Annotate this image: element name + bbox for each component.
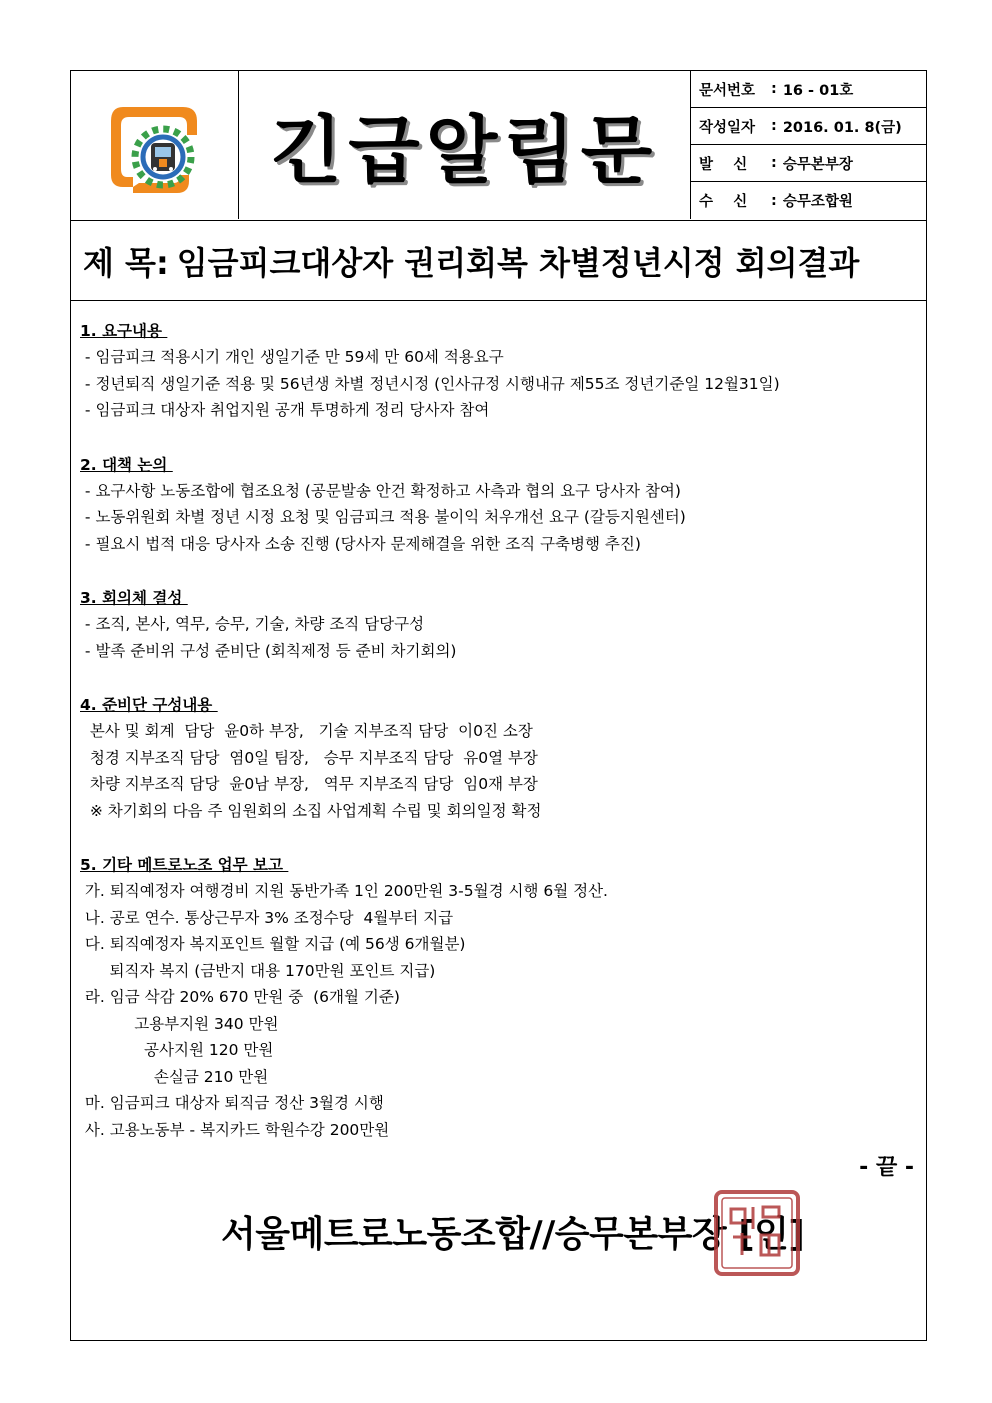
list-item: 가. 퇴직예정자 여행경비 지원 동반가족 1인 200만원 3-5월경 시행 6월 정산. bbox=[80, 882, 608, 900]
meta-row-sender bbox=[691, 145, 926, 182]
list-item: - 요구사항 노동조합에 협조요청 (공문발송 안건 확정하고 사측과 협의 요구 당사자 참여) bbox=[80, 481, 681, 500]
section-requirements bbox=[80, 318, 915, 424]
meta-key: 수 신 bbox=[699, 194, 748, 210]
list-item: - 임금피크 적용시기 개인 생일기준 만 59세 만 60세 적용요구 bbox=[80, 348, 504, 366]
meta-row-recipient bbox=[691, 182, 926, 219]
seoul-metro-union-logo-icon bbox=[71, 71, 239, 219]
list-item: 사. 고용노동부 - 복지카드 학원수강 200만원 bbox=[80, 1120, 390, 1139]
meta-value: 승무본부장 bbox=[782, 156, 853, 173]
list-item: - 정년퇴직 생일기준 적용 및 56년생 차별 정년시정 (인사규정 시행내규 제55조 정년기준일 12월31일) bbox=[80, 374, 780, 393]
meta-table bbox=[691, 71, 926, 219]
meta-value: 승무조합원 bbox=[782, 194, 853, 210]
document-body bbox=[80, 318, 915, 1143]
list-item: 청경 지부조직 담당 염0일 팀장, 승무 지부조직 담당 유0열 부장 bbox=[80, 748, 538, 767]
list-item: 라. 임금 삭감 20% 670 만원 중 (6개월 기준) bbox=[80, 988, 400, 1006]
section-title: 4. 준비단 구성내용 bbox=[80, 696, 218, 714]
section-members bbox=[80, 692, 915, 824]
list-item: 고용부지원 340 만원 bbox=[80, 1014, 279, 1033]
meta-sep: : bbox=[771, 155, 777, 171]
end-mark: - 끝 - bbox=[859, 1155, 914, 1180]
section-title: 2. 대책 논의 bbox=[80, 455, 173, 474]
list-item: - 노동위원회 차별 정년 시정 요청 및 임금피크 적용 불이익 처우개선 요구 (갈등지원센터) bbox=[80, 508, 686, 526]
subject-text: 임금피크대상자 권리회복 차별정년시정 회의결과 bbox=[176, 243, 860, 282]
footer-signature: 서울메트로노동조합//승무본부장 [인] bbox=[221, 1214, 805, 1255]
meta-sep: : bbox=[771, 118, 777, 134]
meta-value: 16 - 01호 bbox=[782, 82, 854, 99]
list-item: 마. 임금피크 대상자 퇴직금 정산 3월경 시행 bbox=[80, 1094, 384, 1112]
section-other-reports bbox=[80, 852, 915, 1143]
logo-cell bbox=[71, 71, 239, 219]
section-committee bbox=[80, 585, 915, 664]
list-item: 차량 지부조직 담당 윤0남 부장, 역무 지부조직 담당 임0재 부장 bbox=[80, 775, 538, 793]
meta-sep: : bbox=[771, 81, 777, 97]
meta-row-date bbox=[691, 108, 926, 145]
subject-label: 제 목: bbox=[83, 243, 169, 282]
meta-key: 작성일자 bbox=[699, 119, 756, 136]
document-title: 긴급알림문 bbox=[270, 108, 659, 194]
title-cell bbox=[239, 71, 691, 219]
document-header bbox=[71, 71, 926, 221]
list-item: 손실금 210 만원 bbox=[80, 1067, 269, 1086]
list-item: 다. 퇴직예정자 복지포인트 월할 지급 (예 56생 6개월분) bbox=[80, 935, 466, 953]
section-title: 3. 회의체 결성 bbox=[80, 589, 188, 607]
meta-sep: : bbox=[771, 192, 777, 209]
list-item: - 조직, 본사, 역무, 승무, 기술, 차량 조직 담당구성 bbox=[80, 615, 425, 633]
meta-value: 2016. 01. 8(금) bbox=[782, 119, 902, 136]
list-item: ※ 차기회의 다음 주 임원회의 소집 사업계획 수립 및 회의일정 확정 bbox=[80, 801, 542, 820]
subject-line bbox=[71, 221, 926, 301]
section-title: 1. 요구내용 bbox=[80, 322, 168, 340]
list-item: 퇴직자 복지 (금반지 대용 170만원 포인트 지급) bbox=[80, 961, 436, 980]
list-item: 본사 및 회계 담당 윤0하 부장, 기술 지부조직 담당 이0진 소장 bbox=[80, 722, 533, 740]
official-seal-icon bbox=[713, 1189, 801, 1277]
section-title: 5. 기타 메트로노조 업무 보고 bbox=[80, 856, 289, 874]
list-item: 공사지원 120 만원 bbox=[80, 1041, 274, 1059]
list-item: - 필요시 법적 대응 당사자 소송 진행 (당사자 문제해결을 위한 조직 구축병행 추진) bbox=[80, 534, 641, 553]
meta-key: 발 신 bbox=[699, 156, 748, 173]
list-item: - 발족 준비위 구성 준비단 (회칙제정 등 준비 차기회의) bbox=[80, 641, 457, 660]
meta-row-doc-number bbox=[691, 71, 926, 108]
section-countermeasures bbox=[80, 452, 915, 558]
list-item: - 임금피크 대상자 취업지원 공개 투명하게 정리 당사자 참여 bbox=[80, 401, 490, 419]
meta-key: 문서번호 bbox=[699, 82, 756, 99]
list-item: 나. 공로 연수. 통상근무자 3% 조정수당 4월부터 지급 bbox=[80, 908, 454, 927]
